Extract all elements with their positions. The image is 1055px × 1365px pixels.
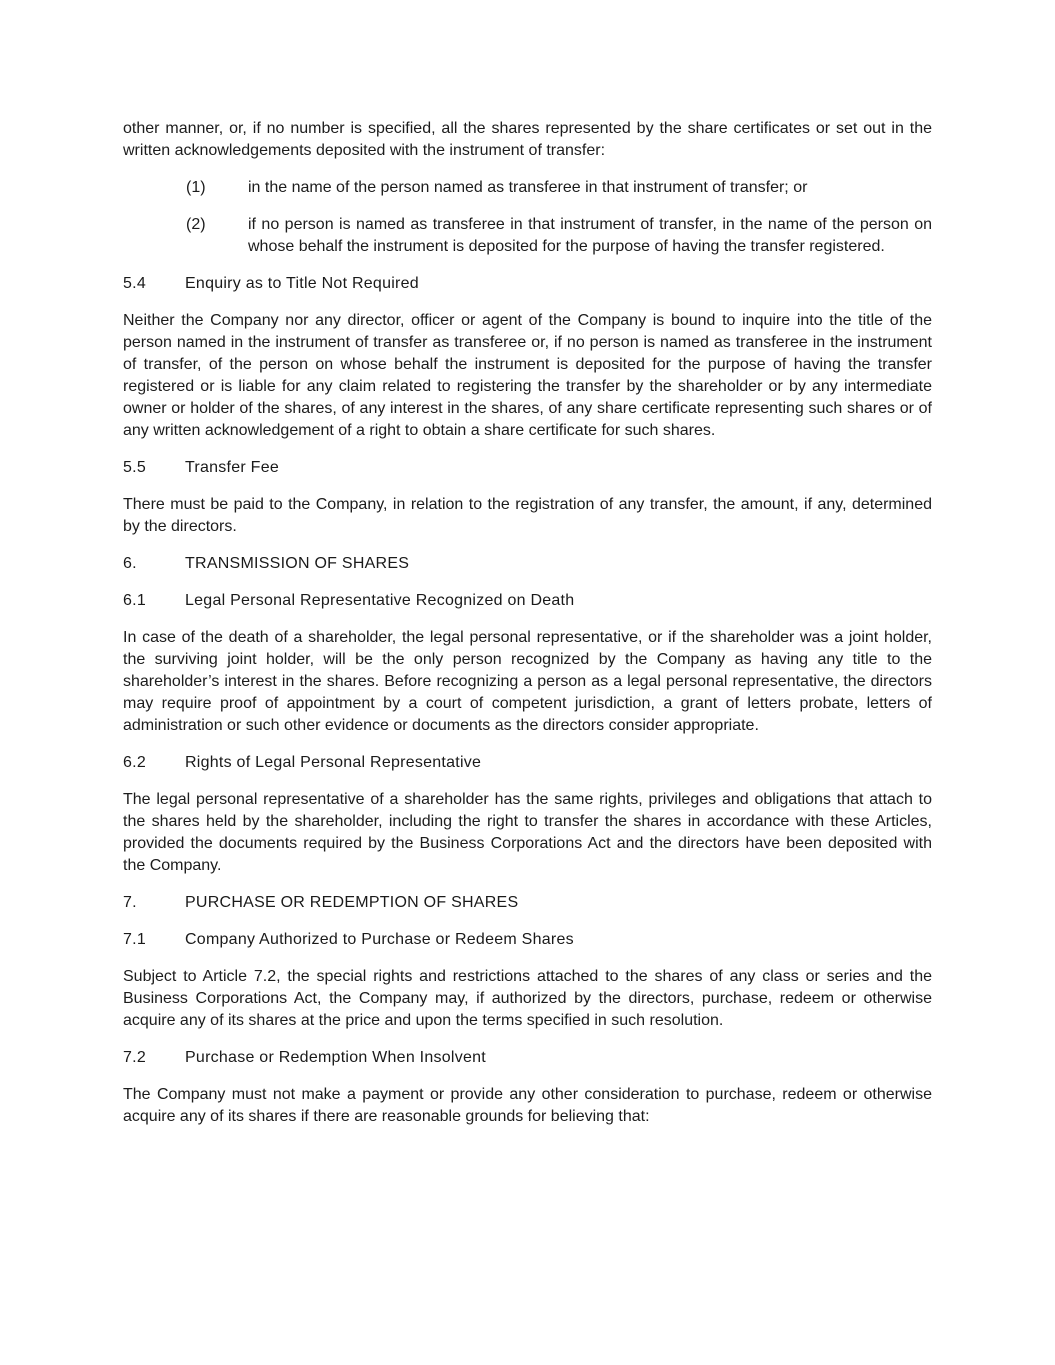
section-5-5-heading [123,457,932,479]
section-5-5-title: Transfer Fee [185,459,279,476]
section-5-5-body: There must be paid to the Company, in relation to the registration of any transfer, the amount, if any, determined by the directors. [123,496,932,535]
section-7-1-body: Subject to Article 7.2, the special rights and restrictions attached to the shares of any class or series and the Business Corporations Act, the Company may, if authorized by the directors, purchase, redeem or otherwise acquire any of its shares at the price and upon the terms specified in such resolution. [123,968,932,1029]
section-6-number: 6. [123,555,137,572]
section-6-2-title: Rights of Legal Personal Representative [185,754,482,771]
section-7-1-heading [123,929,932,951]
section-6-1-body: In case of the death of a shareholder, the legal personal representative, or if the shareholder was a joint holder, the surviving joint holder, will be the only person recognized by the Company as having any title to the shareholder’s interest in the shares. Before recognizing a person as a legal personal representative, the directors may require proof of appointment by a court of competent jurisdiction, a grant of letters probate, letters of administration or such other evidence or documents as the directors consider appropriate. [123,629,932,734]
section-6-1-title: Legal Personal Representative Recognized on Death [185,592,575,609]
section-5-5-number: 5.5 [123,459,146,476]
list-item-1 [186,177,932,199]
list-item-1-marker: (1) [186,179,206,196]
section-7-2-number: 7.2 [123,1049,146,1066]
section-6-1-heading [123,590,932,612]
section-7-1-number: 7.1 [123,931,146,948]
section-7-number: 7. [123,894,137,911]
section-5-4-number: 5.4 [123,275,146,292]
list-item-2-text: if no person is named as transferee in that instrument of transfer, in the name of the person on whose behalf the instrument is deposited for the purpose of having the transfer registered. [248,216,932,255]
section-7-title: PURCHASE OR REDEMPTION OF SHARES [185,894,519,911]
section-6-title: TRANSMISSION OF SHARES [185,555,410,572]
section-6-1-number: 6.1 [123,592,146,609]
section-6-2-number: 6.2 [123,754,146,771]
section-6-2-heading [123,752,932,774]
section-7-1-title: Company Authorized to Purchase or Redeem Shares [185,931,574,948]
section-6-heading [123,553,932,575]
list-item-1-text: in the name of the person named as transferee in that instrument of transfer; or [248,179,808,196]
section-7-2-title: Purchase or Redemption When Insolvent [185,1049,486,1066]
section-7-2-body: The Company must not make a payment or provide any other consideration to purchase, redeem or otherwise acquire any of its shares if there are reasonable grounds for believing that: [123,1086,932,1125]
continuation-paragraph: other manner, or, if no number is specified, all the shares represented by the share certificates or set out in the written acknowledgements deposited with the instrument of transfer: [123,120,932,159]
section-5-4-body: Neither the Company nor any director, officer or agent of the Company is bound to inquire into the title of the person named in the instrument of transfer as transferee or, if no person is named as transferee in the instrument of transfer, of the person on whose behalf the instrument is deposited for the purpose of having the transfer registered or is liable for any claim related to registering the transfer by the shareholder or by any intermediate owner or holder of the shares, of any interest in the shares, of any share certificate representing such shares or of any written acknowledgement of a right to obtain a share certificate for such shares. [123,312,932,439]
section-6-2-body: The legal personal representative of a shareholder has the same rights, privileges and obligations that attach to the shares held by the shareholder, including the right to transfer the shares in accordance with these Articles, provided the documents required by the Business Corporations Act and the directors have been deposited with the Company. [123,791,932,874]
section-7-2-heading [123,1047,932,1069]
list-item-2-marker: (2) [186,216,206,233]
section-7-heading [123,892,932,914]
section-5-4-title: Enquiry as to Title Not Required [185,275,419,292]
list-item-2 [186,214,932,258]
section-5-4-heading [123,273,932,295]
